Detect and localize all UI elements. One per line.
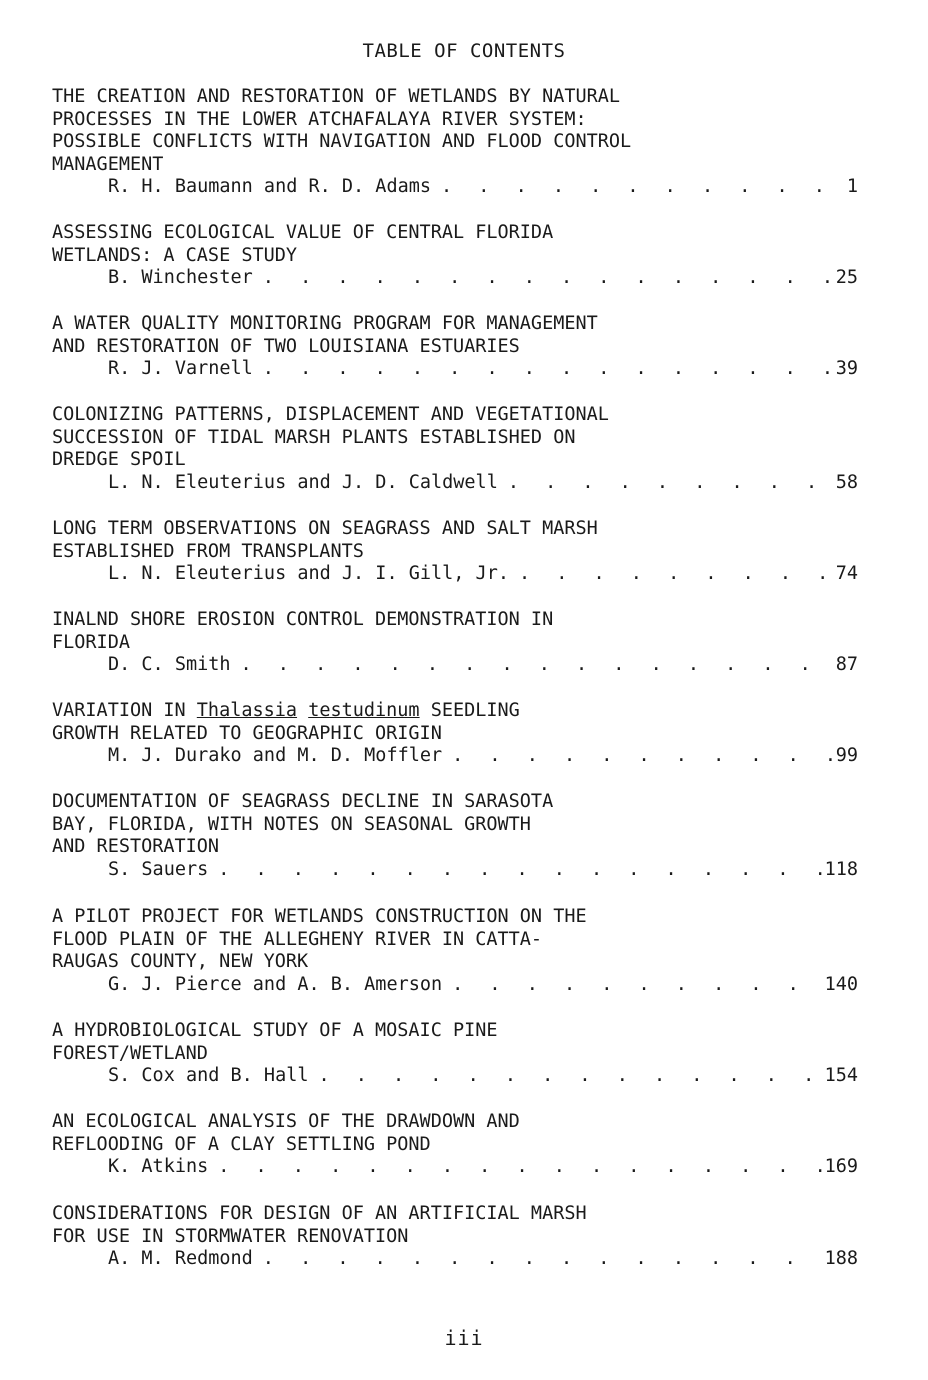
entry-title-line: FLOOD PLAIN OF THE ALLEGHENY RIVER IN CATTA- bbox=[52, 928, 543, 950]
entry-author-row bbox=[52, 1156, 858, 1179]
toc-entry bbox=[52, 1203, 858, 1271]
entry-authors: M. J. Durako and M. D. Moffler bbox=[108, 745, 443, 767]
entry-title-line: ESTABLISHED FROM TRANSPLANTS bbox=[52, 540, 364, 562]
entry-author-row bbox=[52, 1065, 858, 1088]
entry-page-number: 74 bbox=[835, 563, 858, 585]
species-epithet-underlined: testudinum bbox=[308, 700, 420, 721]
toc-entry bbox=[52, 1111, 858, 1179]
entry-title-line: BAY, FLORIDA, WITH NOTES ON SEASONAL GROWTH bbox=[52, 813, 531, 835]
entry-title-line: GROWTH RELATED TO GEOGRAPHIC ORIGIN bbox=[52, 722, 442, 744]
toc-entry bbox=[52, 518, 858, 586]
entry-page-number: 39 bbox=[835, 358, 858, 380]
title-text bbox=[297, 700, 308, 721]
entry-title-line: REFLOODING OF A CLAY SETTLING POND bbox=[52, 1133, 431, 1155]
toc-entry bbox=[52, 1020, 858, 1088]
entry-page-number: 169 bbox=[824, 1156, 858, 1178]
entry-authors: G. J. Pierce and A. B. Amerson bbox=[108, 973, 443, 995]
entry-authors: L. N. Eleuterius and J. D. Caldwell bbox=[108, 471, 498, 493]
entry-title-line: RAUGAS COUNTY, NEW YORK bbox=[52, 951, 309, 973]
entry-title-line: LONG TERM OBSERVATIONS ON SEAGRASS AND SALT MARSH bbox=[52, 518, 598, 539]
entry-title-line: AND RESTORATION OF TWO LOUISIANA ESTUARIES bbox=[52, 335, 520, 357]
entry-author-row bbox=[52, 358, 858, 381]
entry-authors: B. Winchester bbox=[108, 267, 253, 289]
toc-entry bbox=[52, 791, 858, 881]
dot-leader bbox=[318, 1065, 822, 1088]
entry-title-line: AND RESTORATION bbox=[52, 836, 220, 858]
entry-authors: R. J. Varnell bbox=[108, 358, 253, 380]
entry-title-line: A WATER QUALITY MONITORING PROGRAM FOR MANAGEMENT bbox=[52, 313, 598, 334]
dot-leader bbox=[519, 563, 832, 586]
entry-title-line: COLONIZING PATTERNS, DISPLACEMENT AND VEGETATIONAL bbox=[52, 404, 609, 425]
entry-title-line: FLORIDA bbox=[52, 631, 130, 653]
entry-title-line: POSSIBLE CONFLICTS WITH NAVIGATION AND FLOOD CONTROL bbox=[52, 131, 632, 153]
entry-title-line: MANAGEMENT bbox=[52, 153, 164, 175]
entry-title-line: A PILOT PROJECT FOR WETLANDS CONSTRUCTION ON THE bbox=[52, 906, 587, 927]
entry-authors: S. Sauers bbox=[108, 858, 209, 880]
entry-authors: S. Cox and B. Hall bbox=[108, 1065, 309, 1087]
entry-title-line bbox=[52, 700, 858, 723]
toc-entry bbox=[52, 906, 858, 996]
entry-authors: L. N. Eleuterius and J. I. Gill, Jr. bbox=[108, 563, 509, 585]
entry-title-line: DREDGE SPOIL bbox=[52, 449, 186, 471]
entry-page-number: 87 bbox=[835, 654, 858, 676]
dot-leader bbox=[218, 859, 822, 882]
entry-title-line: CONSIDERATIONS FOR DESIGN OF AN ARTIFICIAL MARSH bbox=[52, 1203, 587, 1224]
entry-title-line: AN ECOLOGICAL ANALYSIS OF THE DRAWDOWN AND bbox=[52, 1111, 520, 1132]
title-text: SEEDLING bbox=[419, 700, 520, 721]
page-folio: iii bbox=[444, 1326, 484, 1350]
toc-entry bbox=[52, 86, 858, 199]
entry-author-row bbox=[52, 859, 858, 882]
title-text: VARIATION IN bbox=[52, 700, 197, 721]
entry-author-row bbox=[52, 654, 858, 677]
entry-title-line: DOCUMENTATION OF SEAGRASS DECLINE IN SARASOTA bbox=[52, 791, 554, 812]
dot-leader bbox=[263, 267, 832, 290]
dot-leader bbox=[508, 472, 832, 495]
entry-title-line: SUCCESSION OF TIDAL MARSH PLANTS ESTABLISHED ON bbox=[52, 426, 576, 448]
entry-title-line: A HYDROBIOLOGICAL STUDY OF A MOSAIC PINE bbox=[52, 1020, 498, 1041]
entry-page-number: 25 bbox=[835, 267, 858, 289]
entry-page-number: 188 bbox=[824, 1248, 858, 1270]
entry-page-number: 118 bbox=[824, 858, 858, 880]
dot-leader bbox=[452, 745, 832, 768]
toc-entry bbox=[52, 313, 858, 381]
entry-page-number: 58 bbox=[835, 471, 858, 493]
dot-leader bbox=[263, 358, 832, 381]
dot-leader bbox=[452, 974, 822, 997]
entry-title-line: PROCESSES IN THE LOWER ATCHAFALAYA RIVER SYSTEM: bbox=[52, 108, 587, 130]
entry-page-number: 154 bbox=[824, 1065, 858, 1087]
entry-author-row bbox=[52, 1248, 858, 1271]
entry-title-line: ASSESSING ECOLOGICAL VALUE OF CENTRAL FLORIDA bbox=[52, 222, 554, 243]
toc-entry bbox=[52, 609, 858, 677]
entry-authors: R. H. Baumann and R. D. Adams bbox=[108, 176, 432, 198]
toc-entry bbox=[52, 404, 858, 494]
entry-authors: D. C. Smith bbox=[108, 654, 231, 676]
entry-title-line: FOREST/WETLAND bbox=[52, 1042, 208, 1064]
entry-page-number: 1 bbox=[846, 176, 858, 198]
entry-authors: K. Atkins bbox=[108, 1156, 209, 1178]
entry-title-line: THE CREATION AND RESTORATION OF WETLANDS BY NATURAL bbox=[52, 86, 621, 107]
entry-page-number: 99 bbox=[835, 745, 858, 767]
entry-page-number: 140 bbox=[824, 973, 858, 995]
entry-title-line: WETLANDS: A CASE STUDY bbox=[52, 244, 298, 266]
dot-leader bbox=[218, 1156, 822, 1179]
toc-entry bbox=[52, 222, 858, 290]
entry-author-row bbox=[52, 974, 858, 997]
page-title: TABLE OF CONTENTS bbox=[362, 40, 566, 62]
dot-leader bbox=[441, 176, 832, 199]
entry-author-row bbox=[52, 267, 858, 290]
dot-leader bbox=[241, 654, 832, 677]
entry-author-row bbox=[52, 176, 858, 199]
entry-authors: A. M. Redmond bbox=[108, 1248, 253, 1270]
entry-author-row bbox=[52, 745, 858, 768]
entry-author-row bbox=[52, 563, 858, 586]
toc-entry bbox=[52, 700, 858, 768]
entry-title-line: FOR USE IN STORMWATER RENOVATION bbox=[52, 1225, 409, 1247]
dot-leader bbox=[263, 1248, 823, 1271]
entry-title-line: INALND SHORE EROSION CONTROL DEMONSTRATION IN bbox=[52, 609, 554, 630]
entry-author-row bbox=[52, 472, 858, 495]
species-genus-underlined: Thalassia bbox=[196, 700, 298, 721]
